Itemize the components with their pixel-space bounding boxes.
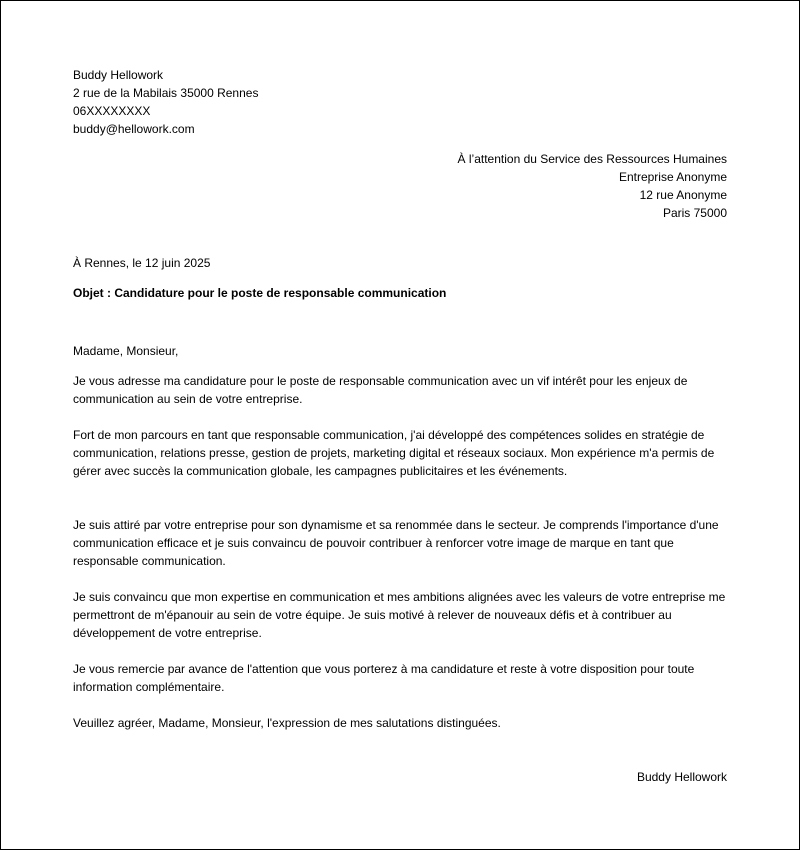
- sender-address: 2 rue de la Mabilais 35000 Rennes: [73, 86, 259, 100]
- body-paragraph: Je vous remercie par avance de l'attention que vous porterez à ma candidature et reste à votre disposition pour toute information complémentaire.: [73, 662, 695, 694]
- recipient-company: Entreprise Anonyme: [618, 170, 727, 184]
- sender-name: Buddy Hellowork: [73, 68, 164, 82]
- closing-line: Veuillez agréer, Madame, Monsieur, l'expression de mes salutations distinguées.: [73, 716, 501, 730]
- body-paragraph: Je vous adresse ma candidature pour le poste de responsable communication avec un vif intérêt pour les enjeux de communication au sein de votre entreprise.: [73, 374, 688, 406]
- greeting: Madame, Monsieur,: [73, 344, 179, 358]
- signature: Buddy Hellowork: [636, 770, 727, 784]
- recipient-street: 12 rue Anonyme: [639, 188, 727, 202]
- date-line: À Rennes, le 12 juin 2025: [73, 256, 211, 270]
- sender-block: [73, 66, 258, 138]
- sender-phone: 06XXXXXXXX: [73, 104, 151, 118]
- body-paragraph: Je suis attiré par votre entreprise pour son dynamisme et sa renommée dans le secteur. Je comprends l'importance d'une communication efficace et je suis convaincu de pouvoir contribuer à renforcer votre image de marque en tant que responsable communication.: [73, 518, 719, 568]
- body-paragraph: Je suis convaincu que mon expertise en communication et mes ambitions alignées avec les valeurs de votre entreprise me permettront de m'épanouir au sein de votre équipe. Je suis motivé à relever de nouveaux défis et à contribuer au développement de votre entreprise.: [73, 590, 726, 640]
- body-paragraph: Fort de mon parcours en tant que responsable communication, j'ai développé des compétences solides en stratégie de communication, relations presse, gestion de projets, marketing digital et réseaux sociaux. Mon expérience m'a permis de gérer avec succès la communication globale, les campagnes publicitaires et les événements.: [73, 428, 715, 478]
- recipient-city: Paris 75000: [662, 206, 727, 220]
- recipient-block: [458, 150, 727, 222]
- recipient-attention: À l’attention du Service des Ressources Humaines: [457, 152, 727, 166]
- subject-line: Objet : Candidature pour le poste de responsable communication: [73, 286, 447, 300]
- sender-email: buddy@hellowork.com: [73, 122, 195, 136]
